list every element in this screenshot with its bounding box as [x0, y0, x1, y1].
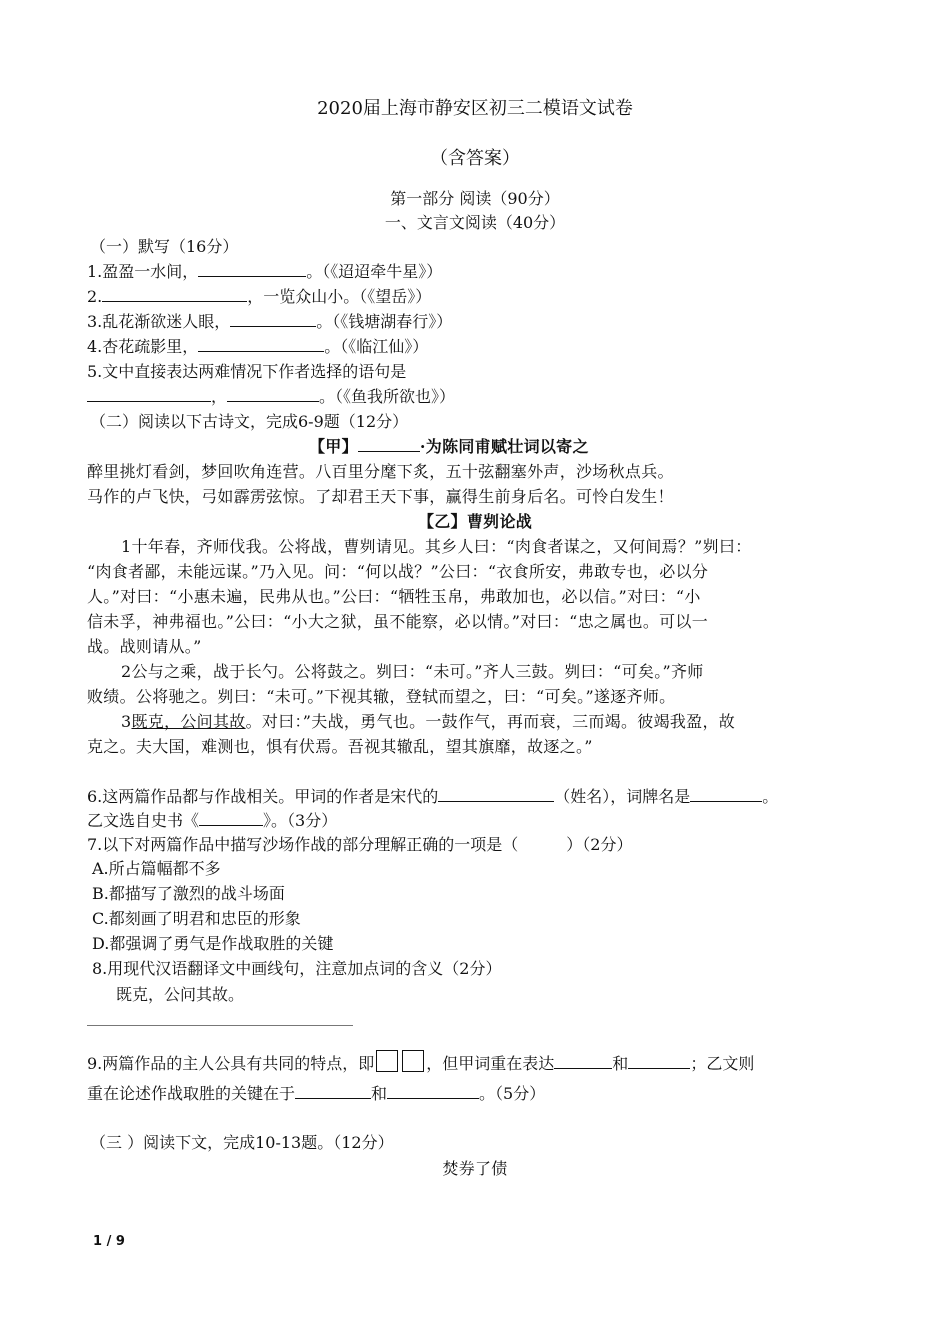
answer-blank[interactable]	[227, 386, 319, 402]
passage-line: “肉食者鄙，未能远谋。”乃入见。问：“何以战？”公曰：“衣食所安，弗敢专也，必以分	[87, 562, 709, 581]
question-2: 2. ，一览众山小。（《望岳》）	[87, 287, 432, 306]
answer-blank[interactable]	[230, 311, 316, 327]
passage-line: 2公与之乘，战于长勺。公将鼓之。刿曰：“未可。”齐人三鼓。刿曰：“可矣。”齐师	[121, 662, 704, 681]
answer-blank[interactable]	[438, 786, 554, 802]
question-1: 1.盈盈一水间， 。（《迢迢牵牛星》）	[87, 262, 443, 281]
answer-blank[interactable]	[387, 1083, 479, 1099]
question-6: 6.这两篇作品都与作战相关。甲词的作者是宋代的 （姓名），词牌名是 。	[87, 787, 779, 806]
question-8: 8.用现代汉语翻译文中画线句，注意加点词的含义（2分）	[92, 959, 502, 978]
reading3-title: 焚券了债	[442, 1159, 508, 1178]
page-subtitle: （含答案）	[430, 148, 520, 169]
reading2-heading: （二）阅读以下古诗文，完成6-9题（12分）	[90, 412, 409, 431]
answer-blank[interactable]	[102, 286, 247, 302]
passage-line: 信未孚，神弗福也。”公曰：“小大之狱，虽不能察，必以情。”对曰：“忠之属也。可以一	[87, 612, 709, 631]
answer-box[interactable]	[376, 1050, 398, 1072]
underlined-sentence: 既克，公问其故	[131, 712, 246, 731]
answer-blank[interactable]	[358, 436, 420, 452]
option-c: C.都刻画了明君和忠臣的形象	[92, 909, 301, 928]
jia-title: 【甲】 ·为陈同甫赋壮词以寄之	[309, 437, 589, 456]
answer-blank[interactable]	[199, 810, 263, 826]
passage-line: 战。战则请从。”	[87, 637, 202, 656]
answer-blank[interactable]	[628, 1053, 690, 1069]
answer-blank[interactable]	[690, 786, 762, 802]
passage-line: 人。”对曰：“小惠未遍，民弗从也。”公曰：“牺牲玉帛，弗敢加也，必以信。”对曰：“小	[87, 587, 701, 606]
passage-line: 1十年春，齐师伐我。公将战，曹刿请见。其乡人曰：“肉食者谋之，又何间焉？”刿曰：	[121, 537, 752, 556]
answer-blank[interactable]	[198, 261, 306, 277]
question-9: 9.两篇作品的主人公具有共同的特点，即 ，但甲词重在表达 和 ；乙文则	[87, 1050, 754, 1075]
passage-line: 败绩。公将驰之。刿曰：“未可。”下视其辙，登轼而望之，曰：“可矣。”遂逐齐师。	[87, 687, 676, 706]
option-a: A.所占篇幅都不多	[92, 859, 221, 878]
option-d: D.都强调了勇气是作战取胜的关键	[92, 934, 334, 953]
passage-line: 克之。夫大国，难测也，惧有伏焉。吾视其辙乱，望其旗靡，故逐之。”	[87, 737, 593, 756]
answer-blank[interactable]	[198, 336, 324, 352]
jia-poem-line-2: 马作的卢飞快，弓如霹雳弦惊。了却君王天下事，赢得生前身后名。可怜白发生！	[87, 487, 674, 506]
answer-line[interactable]	[87, 1025, 353, 1026]
question-8-sentence: 既克，公问其故。	[116, 985, 245, 1004]
reading3-heading: （三 ）阅读下文，完成10-13题。（12分）	[90, 1133, 394, 1152]
part-heading: 第一部分 阅读（90分）	[390, 189, 560, 208]
question-5: 5.文中直接表达两难情况下作者选择的语句是	[87, 362, 407, 381]
answer-blank[interactable]	[87, 386, 211, 402]
question-4: 4.杏花疏影里， 。（《临江仙》）	[87, 337, 429, 356]
yi-title: 【乙】曹刿论战	[417, 512, 533, 531]
page-number: 1 / 9	[93, 1234, 125, 1249]
jia-poem-line-1: 醉里挑灯看剑，梦回吹角连营。八百里分麾下炙，五十弦翻塞外声，沙场秋点兵。	[87, 462, 674, 481]
question-5-answer: ， 。（《鱼我所欲也》）	[87, 386, 455, 408]
question-6-b: 乙文选自史书《 》。（3分）	[87, 811, 338, 830]
answer-box[interactable]	[402, 1050, 424, 1072]
option-b: B.都描写了激烈的战斗场面	[92, 884, 285, 903]
question-9-b: 重在论述作战取胜的关键在于 和 。（5分）	[87, 1084, 546, 1103]
page-title: 2020届上海市静安区初三二模语文试卷	[317, 98, 633, 119]
answer-blank[interactable]	[554, 1053, 612, 1069]
answer-blank[interactable]	[295, 1083, 371, 1099]
recitation-heading: （一）默写（16分）	[90, 237, 239, 256]
question-3: 3.乱花渐欲迷人眼， 。（《钱塘湖春行》）	[87, 312, 453, 331]
section-heading: 一、文言文阅读（40分）	[384, 213, 566, 232]
question-7: 7.以下对两篇作品中描写沙场作战的部分理解正确的一项是（ ）（2分）	[87, 835, 633, 854]
passage-line: 3既克，公问其故。对曰：”夫战，勇气也。一鼓作气，再而衰，三而竭。彼竭我盈，故	[121, 712, 736, 731]
